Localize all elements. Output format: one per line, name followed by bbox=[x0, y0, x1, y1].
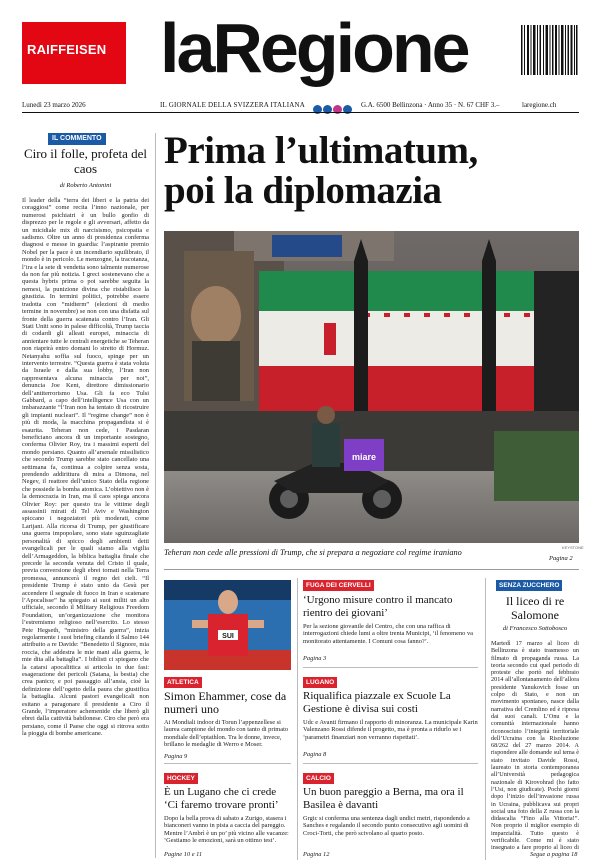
salomone-tag: SENZA ZUCCHERO bbox=[496, 580, 562, 591]
column-divider bbox=[485, 578, 486, 860]
salomone-page[interactable]: Segue a pagina 18 bbox=[530, 851, 578, 858]
lugano-title[interactable]: Riqualifica piazzale ex Scuole La Gestione è divisa sui costi bbox=[303, 690, 451, 715]
cervelli-tag: FUGA DEI CERVELLI bbox=[303, 580, 374, 591]
caption-divider bbox=[164, 569, 579, 570]
calcio-title[interactable]: Un buon pareggio a Berna, ma ora il Basilea è davanti bbox=[303, 786, 464, 811]
tagline: IL GIORNALE DELLA SVIZZERA ITALIANA bbox=[160, 101, 305, 109]
headline-line-1: Prima l’ultimatum, bbox=[164, 129, 478, 172]
scooter-brand-label: miare bbox=[351, 452, 377, 462]
lugano-body: Udc e Avanti firmano il rapporto di minoranza. La municipale Karin Valenzano Rossi difende il progetto, ma è pronta a ridurlo se i ‘parametri finanziari non verranno rispettati’. bbox=[303, 719, 478, 741]
hockey-body: Dopo la bella prova di sabato a Zurigo, stasera i bianconeri vanno in pista a caccia del pareggio. Mentre l’Ambrì è un po’ più vicino alle vacanze: ‘Gestiamo le emozioni, sarà un ottimo test’. bbox=[164, 815, 289, 845]
athlete-bib-label: SUI bbox=[222, 633, 234, 640]
atletica-body: Ai Mondiali indoor di Torun l’appenzellese si laurea campione del mondo con tanto di primato mondiale dell’eptathlon. Tra le donne, invece, brillano le medaglie di Werro e Moser. bbox=[164, 719, 289, 749]
lugano-tag: LUGANO bbox=[303, 677, 337, 688]
item-divider bbox=[164, 763, 291, 764]
calcio-tag: CALCIO bbox=[303, 773, 334, 784]
atletica-tag: ATLETICA bbox=[164, 677, 202, 688]
headline-line-2: poi la diplomazia bbox=[164, 169, 442, 212]
social-icons bbox=[313, 99, 353, 118]
cervelli-page[interactable]: Pagina 3 bbox=[303, 655, 327, 662]
cervelli-title[interactable]: ‘Urgono misure contro il mancato rientro dei giovani’ bbox=[303, 594, 453, 619]
barcode-icon bbox=[519, 22, 579, 84]
main-photo[interactable] bbox=[164, 231, 579, 543]
commento-body: Il leader della “terra dei liberi e la patria dei coraggiosi” come recita l’inno nazionale, per numerosi psichiatri è un bullo gonfio di disprezzo per le regole e gli avversari, affetto da un micidiale mix di narcisismo, psicopatia e sadismo. Oltre un anno di presidenza conferma diagnosi e messe in guardia: l’aspirante premio Nobel per la pace è un incendiario squilibrato, il mondo è in pericolo. Le menzogne, la tracotanza, l’ira e la sete di vendetta sono talmente numerose da non far più notizia. I greci sostenevano che a questa hybris prima o poi sarebbe seguita la nemesi, la punizione divina che ristabilisce la giustizia. In termini politici, potrebbe essere tradotta con “midterm” (elezioni di medio termine in novembre) se non con una disfatta sul fronte della guerra scatenata contro l’Iran. Gli Stati Uniti sono in palese difficoltà, Trump taccia di codardi gli alleati europei, minaccia di annientare tutte le centrali energetiche se Teheran non riaprirà entro domani lo stretto di Hormuz. Netanyahu soffia sul fuoco, spinge per un intervento terrestre. “Questa guerra è stata voluta da Israele e dalla sua lobby, l’Iran non rappresentava alcuna minaccia per noi”, denuncia Joe Kent, direttore dimissionario dell’antiterrorismo Usa. Gli fa eco Tulsi Gabbard, a capo dell’intelligence Usa con un imbarazzante “l’Iran non ha tentato di ricostruire gli impianti nucleari”. Il “regime change” non è più di moda, la macchina propagandista si è esaurita. Teheran non cede, i Pasdaran beneficiano ancora di un importante sostegno, conferma Olivier Roy, tra i massimi esperti del mondo persiano. Quanto all’arsenale missilistico che secondo Trump sarebbe stato cancellato una settimana fa, continua a colpire senza sosta, prendendo addirittura di mira a Dimona, nel Negev, il reattore dell’unico Stato della regione che possiede la bomba atomica. L’obiettivo non è la democrazia in Iran, ma il caos spiega ancora Olivier Roy: per questo tra le vittime degli assassinii mirati di Tel Aviv e Washington spiccano i negoziatori più moderati, come Larijani. Alla ricorsa di Trump, per giustificare una guerra impopolare, sono state sguinzagliate personalità di spicco degli ambienti detti evangelicali per le quali siamo alla vigilia dell’Armageddon, la biblica battaglia finale che precede la seconda venuta del Cristo il quale, previa conversione degli ebrei tornati nella Terra promessa, annuncerà il regno dei cieli. “Il presidente Trump è stato unto da Gesù per accendere il segnale di fuoco in Iran e scatenare l’Apocalisse” ha spiegato ai suoi militi un alto ufficiale, secondo il Military Religious Freedom Foundation, un’organizzazione che monitora l’estremismo religioso nell’esercito. Lo stesso Pete Hegseth, “ministro della guerra”, inizia regolarmente i suoi briefing citando il Salmo 144 attribuito a re Davide: “Benedetto il Signore, mia roccia, che addestra le mie mani alla guerra, le mie dita alla battaglia”. I biblisti ci spiegano che la catarsi apocalittica si articola in due fasi: esagerazione dei pericoli (Satana, la bestia) che crea panico; e poi passaggio all’ansia, cioè la definizione dell’ogetto della paura che giustifica la battaglia. Alcuni pastori evangelicali non esitano a paragonare il presidente a Ciro il Grande, l’imperatore achemenide che liberò gli ebrei dalla cattività babilonese. Ciro che però era persiano, come il Paese che oggi si ritrova sotto la pioggia di bombe americane. bbox=[22, 197, 149, 738]
calcio-page[interactable]: Pagina 12 bbox=[303, 851, 330, 858]
calcio-body: Grgic si conferma una sentenza dagli undici metri, rispondendo a Sanches e regalando il secondo punto consecutivo agli uomini di Croci-Torti, che però scivolano al quarto posto. bbox=[303, 815, 470, 837]
commento-kicker: IL COMMENTO bbox=[48, 133, 106, 145]
website-link[interactable]: laregione.ch bbox=[522, 101, 557, 109]
athlete-photo[interactable] bbox=[164, 580, 291, 670]
photo-credit: KEYSTONE bbox=[562, 545, 584, 550]
salomone-body: Martedì 17 marzo al liceo di Bellinzona è stato trasmesso un filmato di propaganda russa. La teoria secondo cui quel periodo di proteste che portò nel febbraio 2014 all’allontanamento dell’allora presidente Yanukovich fosse un colpo di Stato, e non un movimento spontaneo, nasce dalla narrativa del Cremlino ed è ripresa dai suoi canali. L’Onu e la comunità internazionale hanno riconosciuto l’integrità territoriale dell’Ucraina con la Risoluzione 68/262 del 27 marzo 2014. A rispondere alle domande sul tema è stato invitato Davide Rossi, laureato in storia contemporanea all’Università pedagogica nazionale di Kirovohrad (ho fatto l’Usi, non giudicate). Pochi giorni dopo l’inizio dell’invasione russa in Ucraina, pubblicava sui propri social una foto della Z russa con la didascalia “Fino alla Vittoria!”. Non proprio il miglior esempio di imparzialità. Tutto questo è verificabile. Come mi è stato insegnato a fare proprio al liceo di bbox=[491, 640, 579, 851]
cervelli-body: Per la sezione giovanile del Centro, che con una raffica di interrogazioni chiede lumi a oltre trenta Municipi, ‘il fenomeno va monitorato attentamente. I Comuni cosa fanno?’. bbox=[303, 623, 474, 645]
newspaper-logo: laRegione bbox=[160, 9, 468, 87]
commento-title[interactable]: Ciro il folle, profeta del caos bbox=[23, 146, 148, 176]
issue-info: G.A. 6500 Bellinzona · Anno 35 · N. 67 CHF 3.– bbox=[361, 101, 500, 109]
photo-caption: Teheran non cede alle pressioni di Trump, che si prepara a negoziare col regime iraniano bbox=[164, 548, 462, 557]
issue-date: Lunedì 23 marzo 2026 bbox=[22, 101, 86, 109]
caption-page-ref[interactable]: Pagina 2 bbox=[549, 555, 573, 562]
salomone-byline: di Francesco Sottobosco bbox=[502, 625, 568, 632]
item-divider bbox=[303, 667, 478, 668]
main-headline[interactable] bbox=[164, 131, 579, 211]
hockey-title[interactable]: È un Lugano che ci crede ‘Ci faremo trovare pronti’ bbox=[164, 786, 279, 811]
salomone-title[interactable]: Il liceo di re Salomone bbox=[505, 594, 565, 622]
item-divider bbox=[303, 763, 478, 764]
sponsor-label: RAIFFEISEN bbox=[27, 42, 107, 57]
column-divider bbox=[297, 578, 298, 860]
lugano-page[interactable]: Pagina 8 bbox=[303, 751, 327, 758]
atletica-page[interactable]: Pagina 9 bbox=[164, 753, 188, 760]
column-divider bbox=[155, 133, 156, 858]
hockey-page[interactable]: Pagine 10 e 11 bbox=[164, 851, 203, 858]
atletica-title[interactable]: Simon Ehammer, cose da numeri uno bbox=[164, 689, 287, 716]
masthead-divider bbox=[22, 112, 579, 113]
commento-byline: di Roberto Antonini bbox=[59, 182, 112, 189]
hockey-tag: HOCKEY bbox=[164, 773, 198, 784]
